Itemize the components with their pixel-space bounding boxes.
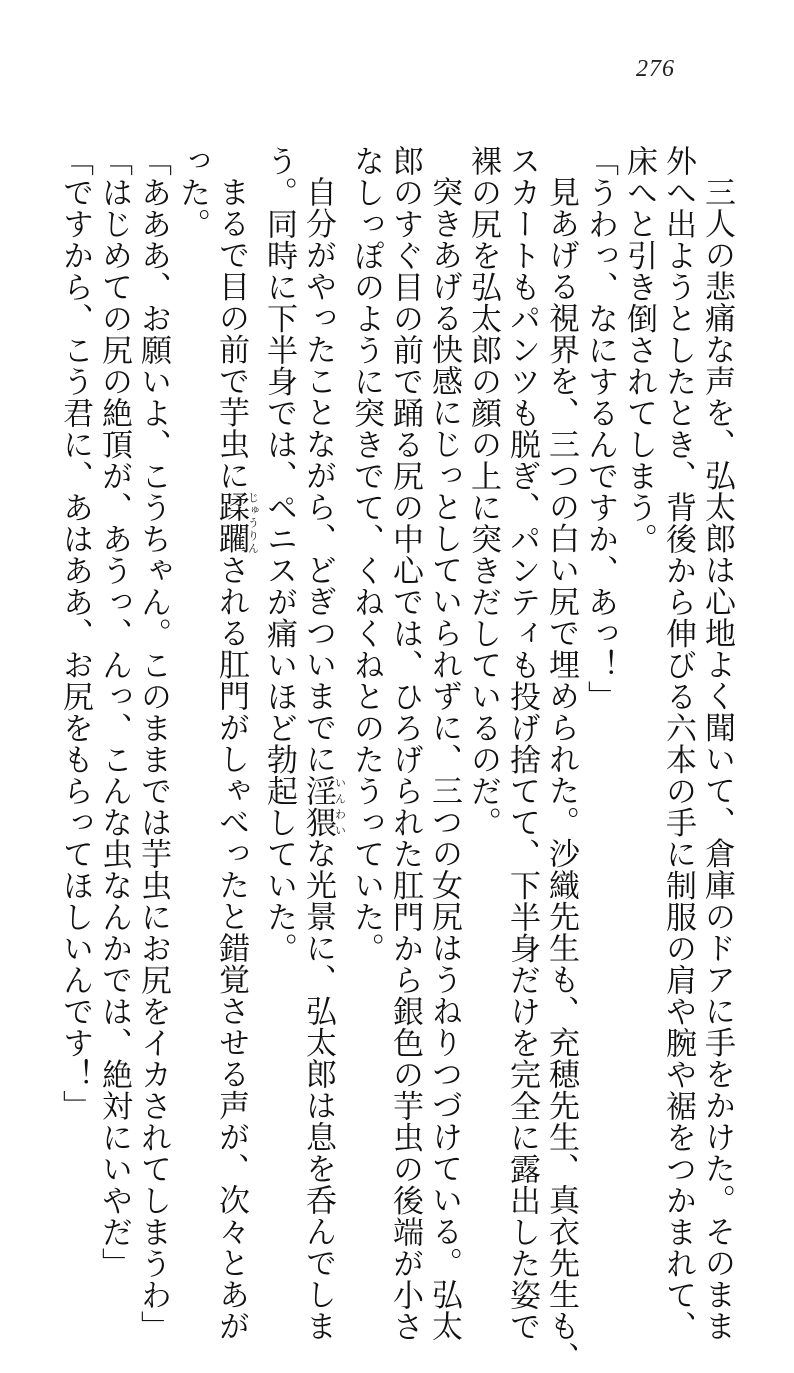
text-line: 「あああ、お願いよ、こうちゃん。このままでは芋虫にお尻をイカされてしまうわ」	[135, 145, 171, 1342]
vertical-text-body	[57, 145, 736, 1373]
text-line: 三人の悲痛な声を、弘太郎は心地よく聞いて、倉庫のドアに手をかけた。そのまま	[699, 176, 735, 1342]
text-line: 「はじめての尻の絶頂が、あうっ、んっ、こんな虫なんかでは、絶対にいやだ」	[96, 145, 132, 1279]
text-line: まるで目の前で芋虫に蹂躙じゅうりんされる肛門がしゃべったと錯覚させる声が、次々とあが	[213, 176, 260, 1342]
text-line: 見あげる視界を、三つの白い尻で埋められた。沙織先生も、充穂先生、真衣先生も、	[543, 176, 579, 1373]
text-line: 床へと引き倒されてしまう。	[621, 145, 657, 555]
text-line: った。	[174, 145, 210, 240]
text-line: スカートもパンツも脱ぎ、パンティも投げ捨てて、下半身だけを完全に露出した姿で	[504, 145, 540, 1342]
ruby-reading: じゅうりん	[246, 491, 260, 554]
text-line: 「うわっ、なにするんですか、あっ！」	[582, 145, 618, 712]
ruby-annotation: 淫猥いんわい	[300, 774, 347, 838]
text-line: 郎のすぐ目の前で踊る尻の中心では、ひろげられた肛門から銀色の芋虫の後端が小さ	[387, 145, 423, 1342]
text-line: う。同時に下半身では、ペニスが痛いほど勃起していた。	[261, 145, 297, 964]
ruby-annotation: 蹂躙じゅうりん	[213, 491, 260, 554]
text-line: 突きあげる快感にじっとしていられずに、三つの女尻はうねりつづけている。弘太	[426, 176, 462, 1342]
page-number: 276	[636, 56, 675, 82]
text-line: なしっぽのように突きでて、くねくねとのたうっていた。	[348, 145, 384, 964]
text-line: 外へ出ようとしたとき、背後から伸びる六本の手に制服の肩や腕や裾をつかまれて、	[660, 145, 696, 1342]
text-line: 「ですから、こう君に、あはああ、お尻をもらってほしいんです！」	[57, 145, 93, 1122]
ruby-reading: いんわい	[333, 774, 347, 838]
text-line: 裸の尻を弘太郎の顔の上に突きだしているのだ。	[465, 145, 501, 838]
text-line: 自分がやったことながら、どぎついまでに淫猥いんわいな光景に、弘太郎は息を呑んでしま	[300, 176, 347, 1342]
